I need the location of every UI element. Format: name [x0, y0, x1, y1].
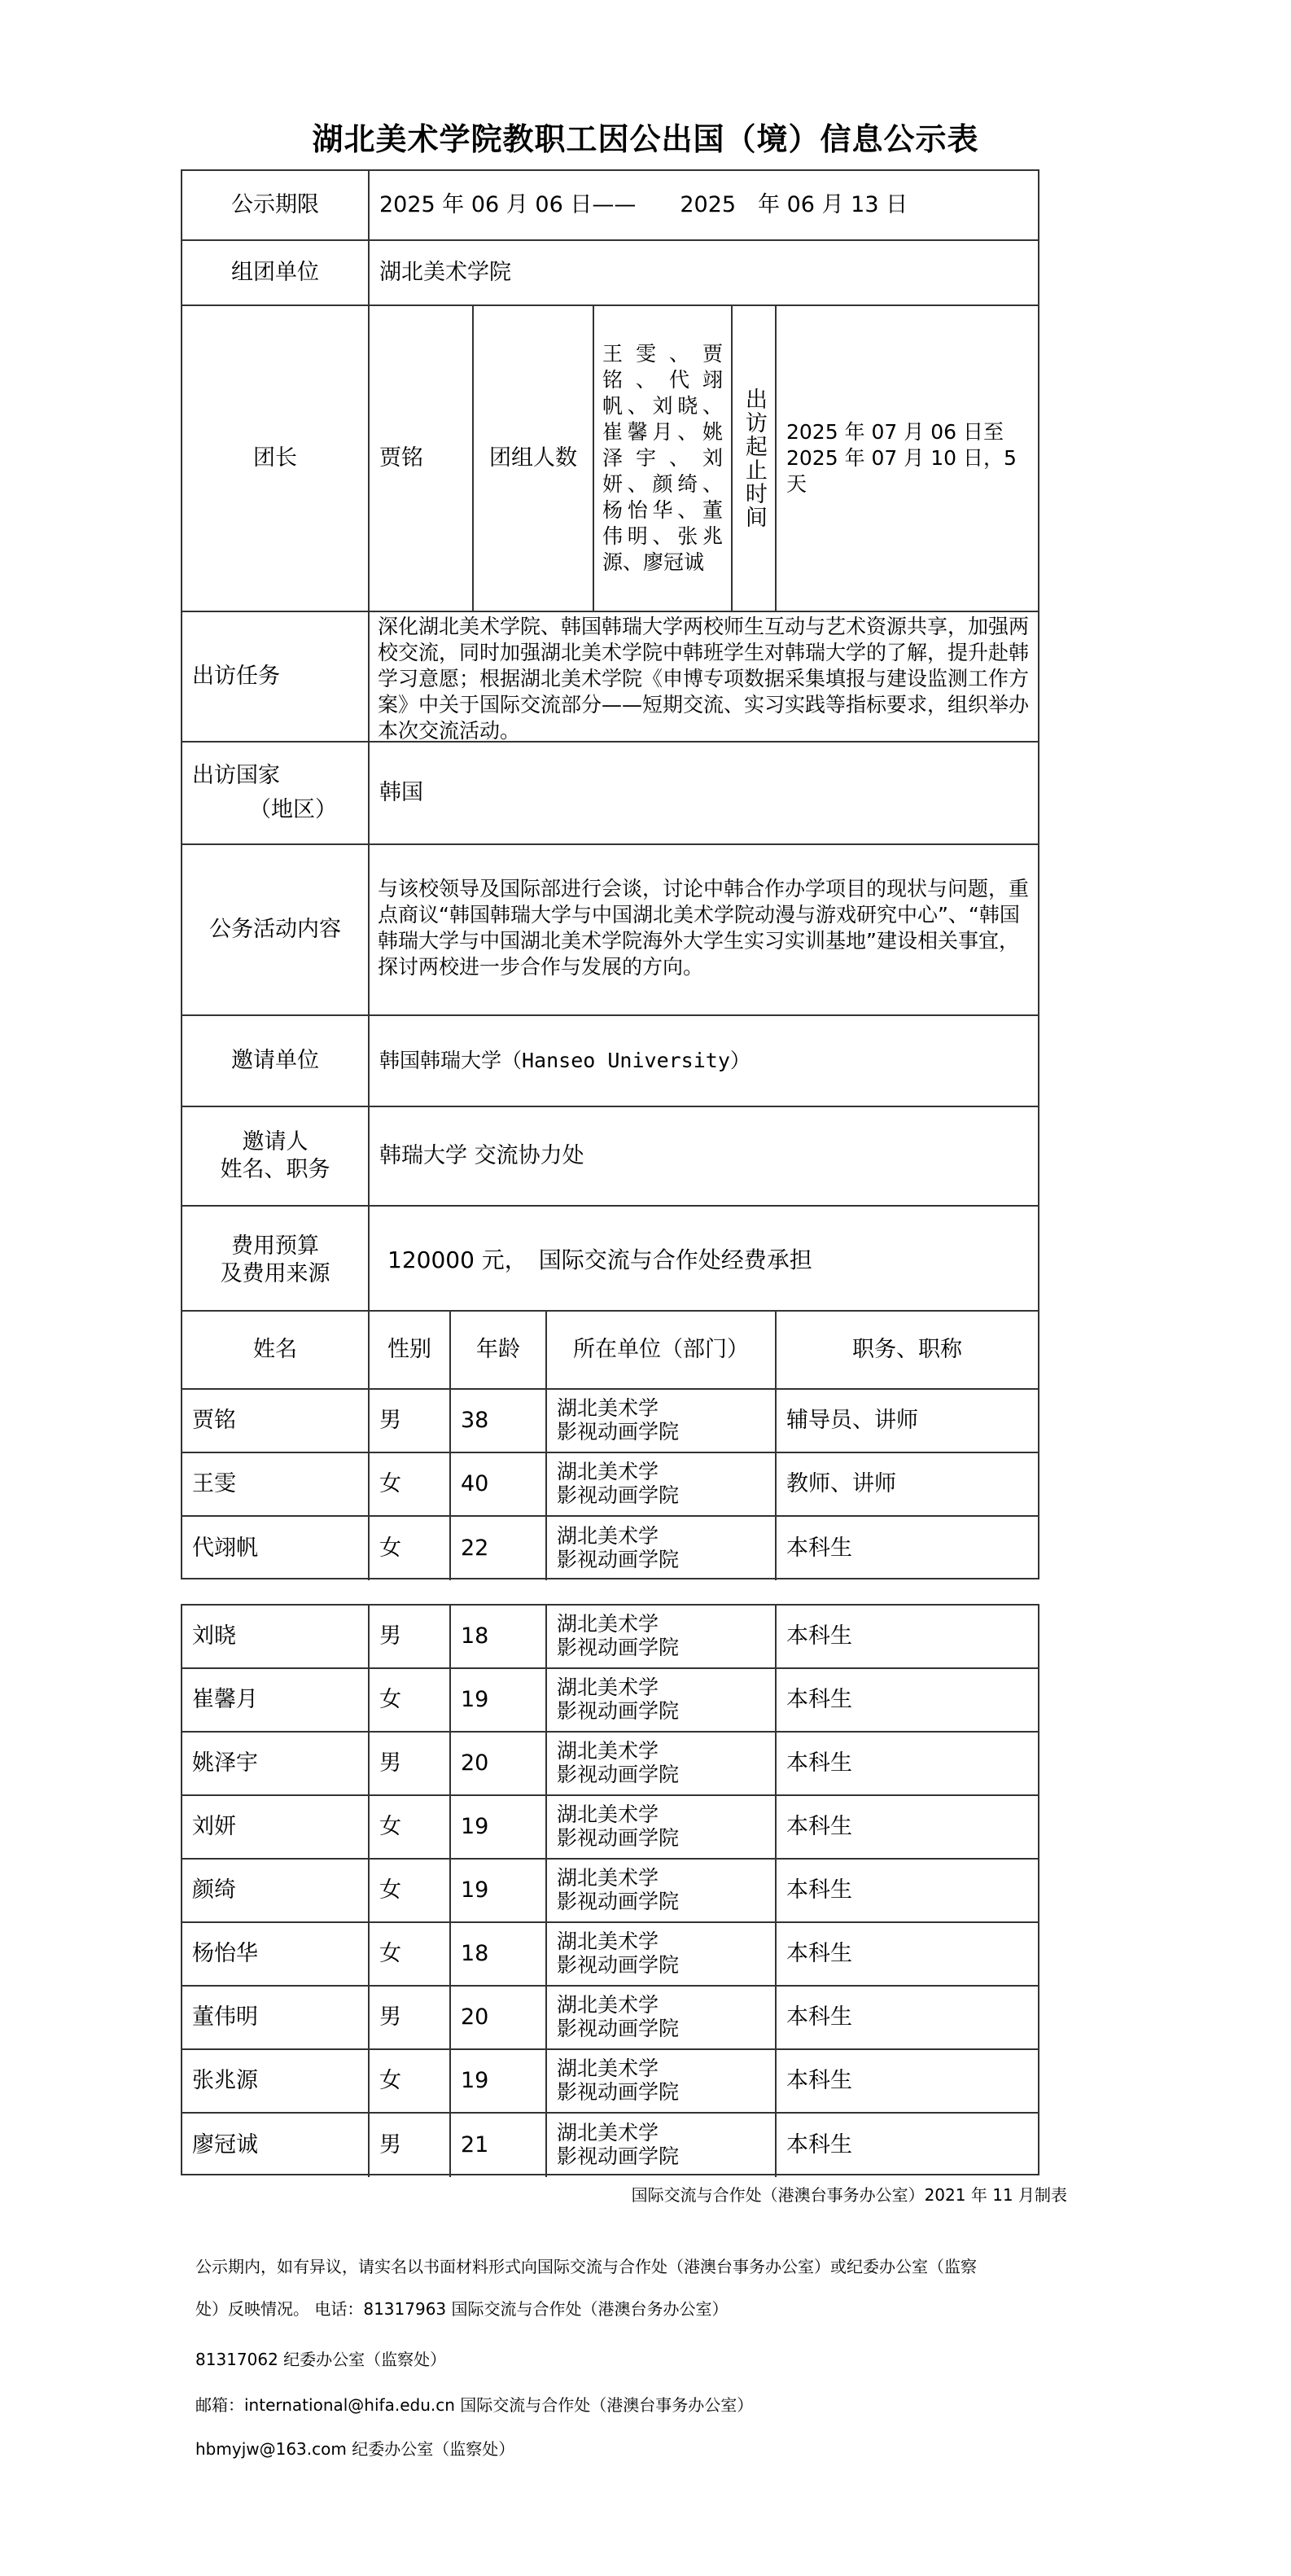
person-title: 本科生	[775, 1860, 1038, 1921]
footer-line-3: 81317062 纪委办公室（监察处）	[195, 2350, 447, 2369]
row-period	[182, 171, 1038, 241]
row-activity	[182, 845, 1038, 1016]
footer-line-4: 邮箱：international@hifa.edu.cn 国际交流与合作处（港澳台事务办公室）	[195, 2395, 754, 2415]
person-name: 刘晓	[192, 1623, 236, 1649]
footer-line-1: 公示期内，如有异议，请实名以书面材料形式向国际交流与合作处（港澳台事务办公室）或纪委办公室（监察	[195, 2257, 977, 2276]
person-unit-line2: 影视动画学院	[557, 1953, 680, 1977]
members-value: 王雯、贾铭、代翊帆、刘晓、崔馨月、姚泽宇、刘妍、颜绮、杨怡华、董伟明、张兆源、廖冠诚	[593, 306, 731, 611]
person-gender: 女	[368, 1669, 449, 1731]
person-unit	[545, 1987, 775, 2048]
person-age: 19	[449, 1669, 545, 1731]
task-label: 出访任务	[192, 664, 280, 690]
person-unit	[545, 2050, 775, 2112]
table-row	[182, 1390, 1038, 1453]
country-label-line2: （地区）	[249, 797, 337, 822]
person-unit-line2: 影视动画学院	[557, 1890, 680, 1913]
row-inviter-person	[182, 1107, 1038, 1207]
person-age: 18	[449, 1923, 545, 1985]
inviter-person-label-line1: 邀请人	[242, 1129, 309, 1155]
row-task	[182, 612, 1038, 743]
person-unit-line1: 湖北美术学	[557, 1396, 659, 1421]
person-unit-line2: 影视动画学院	[557, 1636, 680, 1659]
header-name: 姓名	[253, 1337, 297, 1363]
person-name: 张兆源	[192, 2068, 258, 2094]
row-leader	[182, 306, 1038, 612]
person-age: 20	[449, 1733, 545, 1794]
person-name: 董伟明	[192, 2004, 258, 2031]
dates-label: 出访起止时间	[731, 306, 775, 611]
person-unit	[545, 1390, 775, 1452]
person-unit-line1: 湖北美术学	[557, 1676, 659, 1700]
person-gender: 女	[368, 1860, 449, 1921]
person-title: 本科生	[775, 2114, 1038, 2177]
person-unit-line1: 湖北美术学	[557, 1993, 659, 2017]
person-title: 教师、讲师	[775, 1453, 1038, 1515]
inviter-label: 邀请单位	[231, 1048, 319, 1074]
table-note: 国际交流与合作处（港澳台事务办公室）2021 年 11 月制表	[631, 2185, 1067, 2205]
person-gender: 男	[368, 1390, 449, 1452]
person-unit	[545, 1860, 775, 1921]
task-value: 深化湖北美术学院、韩国韩瑞大学两校师生互动与艺术资源共享，加强两校交流，同时加强湖北美术学院中韩班学生对韩瑞大学的了解，提升赴韩学习意愿；根据湖北美术学院《申博专项数据采集填报与建设监测工作方案》中关于国际交流部分——短期交流、实习实践等指标要求，组织举办本次交流活动。	[368, 612, 1038, 741]
header-unit: 所在单位（部门）	[545, 1312, 775, 1388]
person-name: 姚泽宇	[192, 1750, 258, 1776]
person-unit	[545, 1796, 775, 1858]
person-unit-line2: 影视动画学院	[557, 2080, 680, 2104]
row-country	[182, 743, 1038, 845]
table-row	[182, 1796, 1038, 1860]
person-name: 王雯	[192, 1471, 236, 1497]
person-name: 代翊帆	[192, 1536, 258, 1562]
country-value: 韩国	[368, 743, 1038, 843]
activity-label: 公务活动内容	[209, 917, 341, 943]
person-title: 本科生	[775, 1517, 1038, 1580]
person-unit-line1: 湖北美术学	[557, 1866, 659, 1890]
table-row	[182, 1669, 1038, 1733]
person-unit-line1: 湖北美术学	[557, 1524, 659, 1549]
person-title: 本科生	[775, 1796, 1038, 1858]
person-age: 40	[449, 1453, 545, 1515]
inviter-value: 韩国韩瑞大学（Hanseo University）	[368, 1016, 1038, 1106]
person-age: 19	[449, 1796, 545, 1858]
page-title: 湖北美术学院教职工因公出国（境）信息公示表	[312, 121, 979, 157]
table-row	[182, 1517, 1038, 1580]
person-unit-line2: 影视动画学院	[557, 1420, 680, 1444]
person-unit-line2: 影视动画学院	[557, 2017, 680, 2040]
person-unit-line1: 湖北美术学	[557, 1803, 659, 1827]
members-label: 团组人数	[472, 306, 593, 611]
inviter-person-label	[182, 1107, 368, 1205]
person-unit-line2: 影视动画学院	[557, 1826, 680, 1850]
budget-label-line2: 及费用来源	[220, 1260, 330, 1286]
person-gender: 女	[368, 1923, 449, 1985]
period-label: 公示期限	[231, 192, 319, 218]
person-title: 本科生	[775, 1987, 1038, 2048]
person-gender: 女	[368, 1453, 449, 1515]
person-age: 18	[449, 1606, 545, 1667]
person-name: 刘妍	[192, 1814, 236, 1840]
person-age: 38	[449, 1390, 545, 1452]
group-label: 组团单位	[231, 260, 319, 286]
person-title: 本科生	[775, 1606, 1038, 1667]
person-name: 廖冠诚	[192, 2132, 258, 2158]
footer-line-2: 处）反映情况。 电话：81317963 国际交流与合作处（港澳台务办公室）	[195, 2299, 729, 2319]
dates-value: 2025 年 07 月 06 日至 2025 年 07 月 10 日，5 天	[775, 306, 1038, 611]
footer-line-5: hbmyjw@163.com 纪委办公室（监察处）	[195, 2439, 515, 2459]
person-age: 19	[449, 2050, 545, 2112]
row-inviter	[182, 1016, 1038, 1107]
person-unit	[545, 2114, 775, 2177]
country-label	[182, 743, 368, 843]
person-age: 21	[449, 2114, 545, 2177]
person-gender: 男	[368, 1606, 449, 1667]
table-row	[182, 2050, 1038, 2114]
person-name: 杨怡华	[192, 1941, 258, 1967]
person-age: 20	[449, 1987, 545, 2048]
header-title: 职务、职称	[775, 1312, 1038, 1388]
person-name: 崔馨月	[192, 1687, 258, 1713]
table-row	[182, 1923, 1038, 1987]
person-gender: 女	[368, 1796, 449, 1858]
person-unit-line1: 湖北美术学	[557, 1612, 659, 1636]
activity-value: 与该校领导及国际部进行会谈，讨论中韩合作办学项目的现状与问题，重点商议“韩国韩瑞大学与中国湖北美术学院动漫与游戏研究中心”、“韩国韩瑞大学与中国湖北美术学院海外大学生实习实训基地”建设相关事宜，探讨两校进一步合作与发展的方向。	[368, 845, 1038, 1014]
people-table-2	[181, 1604, 1039, 2175]
info-table	[181, 169, 1039, 1312]
person-title: 本科生	[775, 1669, 1038, 1731]
person-gender: 男	[368, 1987, 449, 2048]
person-unit-line1: 湖北美术学	[557, 1460, 659, 1484]
person-name: 颜绮	[192, 1877, 236, 1904]
leader-value: 贾铭	[368, 306, 472, 611]
header-age: 年龄	[449, 1312, 545, 1388]
person-unit-line1: 湖北美术学	[557, 2121, 659, 2145]
header-gender: 性别	[368, 1312, 449, 1388]
person-age: 19	[449, 1860, 545, 1921]
person-age: 22	[449, 1517, 545, 1580]
person-gender: 女	[368, 2050, 449, 2112]
row-budget	[182, 1207, 1038, 1313]
row-group	[182, 241, 1038, 306]
person-unit	[545, 1923, 775, 1985]
person-unit-line2: 影视动画学院	[557, 2144, 680, 2168]
person-unit-line2: 影视动画学院	[557, 1763, 680, 1786]
person-unit-line1: 湖北美术学	[557, 1739, 659, 1763]
leader-label: 团长	[253, 445, 297, 471]
person-unit-line2: 影视动画学院	[557, 1699, 680, 1723]
person-gender: 男	[368, 2114, 449, 2177]
inviter-person-value: 韩瑞大学 交流协力处	[368, 1107, 1038, 1205]
person-title: 本科生	[775, 1923, 1038, 1985]
person-unit	[545, 1453, 775, 1515]
person-unit	[545, 1669, 775, 1731]
person-name: 贾铭	[192, 1408, 236, 1434]
table-row	[182, 2114, 1038, 2177]
people-table-1	[181, 1310, 1039, 1579]
period-value: 2025 年 06 月 06 日—— 2025 年 06 月 13 日	[368, 171, 1038, 239]
group-value: 湖北美术学院	[368, 241, 1038, 304]
table-row	[182, 1860, 1038, 1923]
person-unit-line1: 湖北美术学	[557, 1930, 659, 1954]
person-unit	[545, 1606, 775, 1667]
person-unit-line1: 湖北美术学	[557, 2057, 659, 2081]
person-title: 本科生	[775, 1733, 1038, 1794]
person-title: 辅导员、讲师	[775, 1390, 1038, 1452]
person-title: 本科生	[775, 2050, 1038, 2112]
budget-label	[182, 1207, 368, 1313]
table-row	[182, 1733, 1038, 1796]
table-row	[182, 1453, 1038, 1517]
person-unit-line2: 影视动画学院	[557, 1548, 680, 1571]
person-unit	[545, 1733, 775, 1794]
table-row	[182, 1987, 1038, 2050]
person-unit	[545, 1517, 775, 1580]
person-gender: 男	[368, 1733, 449, 1794]
budget-value: 120000 元， 国际交流与合作处经费承担	[368, 1207, 1038, 1313]
people-header-row	[182, 1312, 1038, 1390]
person-gender: 女	[368, 1517, 449, 1580]
budget-label-line1: 费用预算	[231, 1233, 319, 1259]
table-row	[182, 1606, 1038, 1669]
country-label-line1: 出访国家	[192, 763, 280, 789]
person-unit-line2: 影视动画学院	[557, 1483, 680, 1507]
inviter-person-label-line2: 姓名、职务	[220, 1157, 330, 1182]
